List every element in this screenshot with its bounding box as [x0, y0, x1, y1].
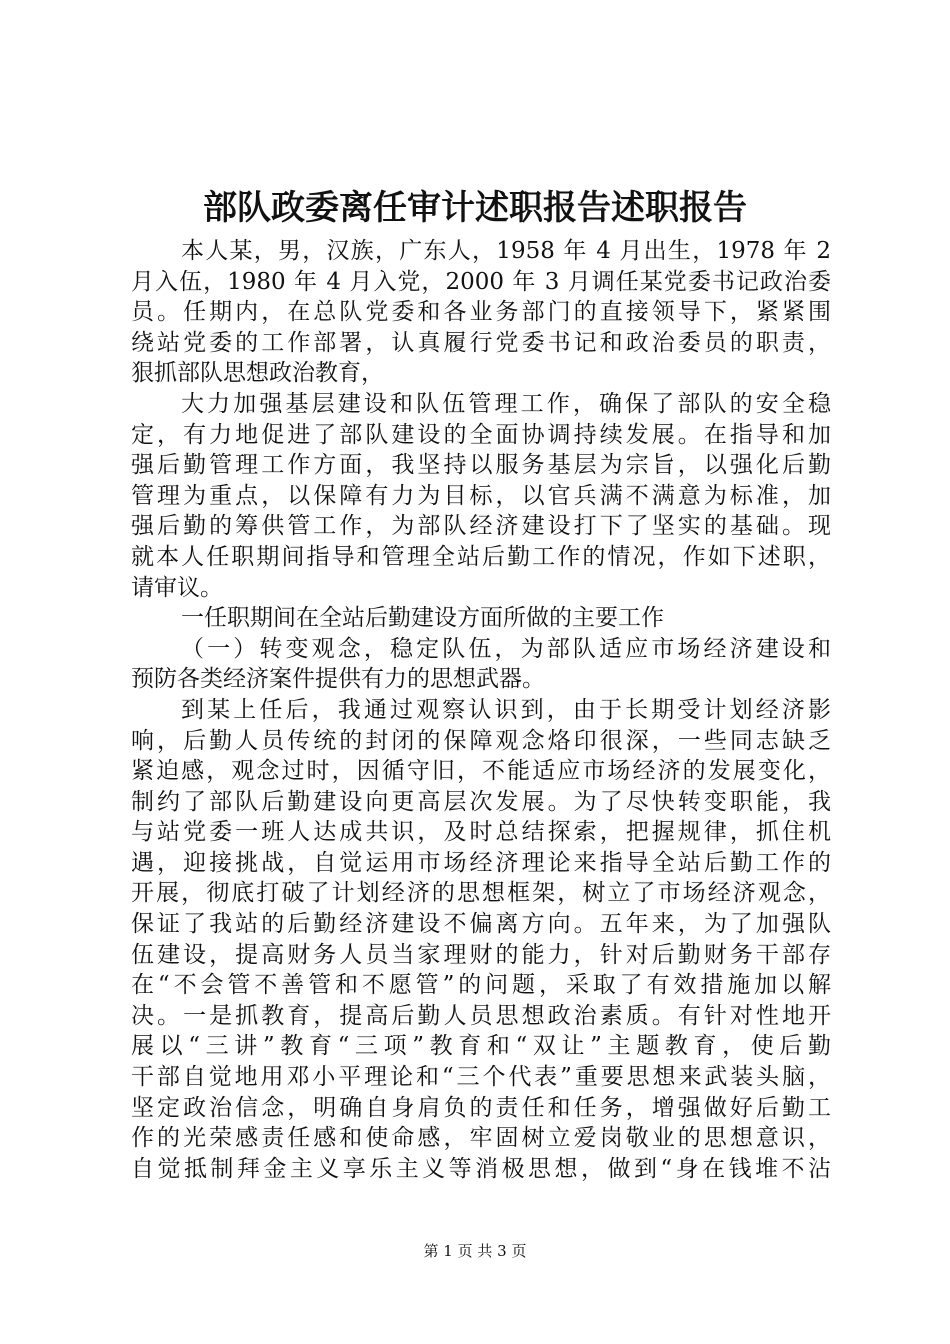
paragraph-line: 干部自觉地用邓小平理论和“三个代表”重要思想来武装头脑，: [131, 1064, 831, 1091]
paragraph-line: 请审议。: [131, 574, 223, 601]
document-title: 部队政委离任审计述职报告述职报告: [203, 188, 747, 228]
paragraph-line: 在“不会管不善管和不愿管”的问题，采取了有效措施加以解: [131, 972, 831, 999]
paragraph-line: 本人某，男，汉族，广东人，1958 年 4 月出生，1978 年 2: [181, 238, 831, 264]
paragraph-line: 响，后勤人员传统的封闭的保障观念烙印很深，一些同志缺乏: [131, 727, 831, 754]
paragraph-line: 伍建设，提高财务人员当家理财的能力，针对后勤财务干部存: [131, 941, 831, 968]
paragraph-line: 作的光荣感责任感和使命感，牢固树立爱岗敬业的思想意识，: [131, 1125, 831, 1152]
paragraph-line: （一）转变观念，稳定队伍，为部队适应市场经济建设和: [181, 635, 831, 662]
paragraph-line: 月入伍，1980 年 4 月入党，2000 年 3 月调任某党委书记政治委: [131, 268, 831, 295]
document-body: [131, 236, 831, 1184]
paragraph-line: 管理为重点，以保障有力为目标，以官兵满不满意为标准，加: [131, 482, 831, 509]
paragraph-line: 紧迫感，观念过时，因循守旧，不能适应市场经济的发展变化，: [131, 758, 831, 785]
section-heading: 一任职期间在全站后勤建设方面所做的主要工作: [181, 605, 664, 632]
paragraph-line: 员。任期内，在总队党委和各业务部门的直接领导下，紧紧围: [131, 299, 831, 326]
paragraph-line: 开展，彻底打破了计划经济的思想框架，树立了市场经济观念，: [131, 880, 831, 907]
paragraph-line: 预防各类经济案件提供有力的思想武器。: [131, 666, 545, 693]
paragraph-line: 决。一是抓教育，提高后勤人员思想政治素质。有针对性地开: [131, 1002, 831, 1029]
paragraph-line: 制约了部队后勤建设向更高层次发展。为了尽快转变职能，我: [131, 788, 831, 815]
paragraph-line: 绕站党委的工作部署，认真履行党委书记和政治委员的职责，: [131, 329, 831, 356]
paragraph-line: 就本人任职期间指导和管理全站后勤工作的情况，作如下述职，: [131, 543, 831, 570]
paragraph-line: 坚定政治信念，明确自身肩负的责任和任务，增强做好后勤工: [131, 1094, 831, 1121]
paragraph-line: 大力加强基层建设和队伍管理工作，确保了部队的安全稳: [181, 390, 831, 417]
paragraph-line: 狠抓部队思想政治教育，: [131, 360, 384, 387]
paragraph-line: 强后勤管理工作方面，我坚持以服务基层为宗旨，以强化后勤: [131, 452, 831, 479]
page-number-footer: 第 1 页 共 3 页: [423, 1242, 527, 1260]
paragraph-line: 到某上任后，我通过观察认识到，由于长期受计划经济影: [181, 696, 831, 723]
paragraph-line: 保证了我站的后勤经济建设不偏离方向。五年来，为了加强队: [131, 911, 831, 938]
paragraph-line: 定，有力地促进了部队建设的全面协调持续发展。在指导和加: [131, 421, 831, 448]
paragraph-line: 自觉抵制拜金主义享乐主义等消极思想，做到“身在钱堆不沾: [131, 1155, 831, 1182]
paragraph-line: 强后勤的筹供管工作，为部队经济建设打下了坚实的基础。现: [131, 513, 831, 540]
paragraph-line: 展以“三讲”教育“三项”教育和“双让”主题教育，使后勤: [131, 1033, 831, 1060]
paragraph-line: 与站党委一班人达成共识，及时总结探索，把握规律，抓住机: [131, 819, 831, 846]
paragraph-line: 遇，迎接挑战，自觉运用市场经济理论来指导全站后勤工作的: [131, 849, 831, 876]
